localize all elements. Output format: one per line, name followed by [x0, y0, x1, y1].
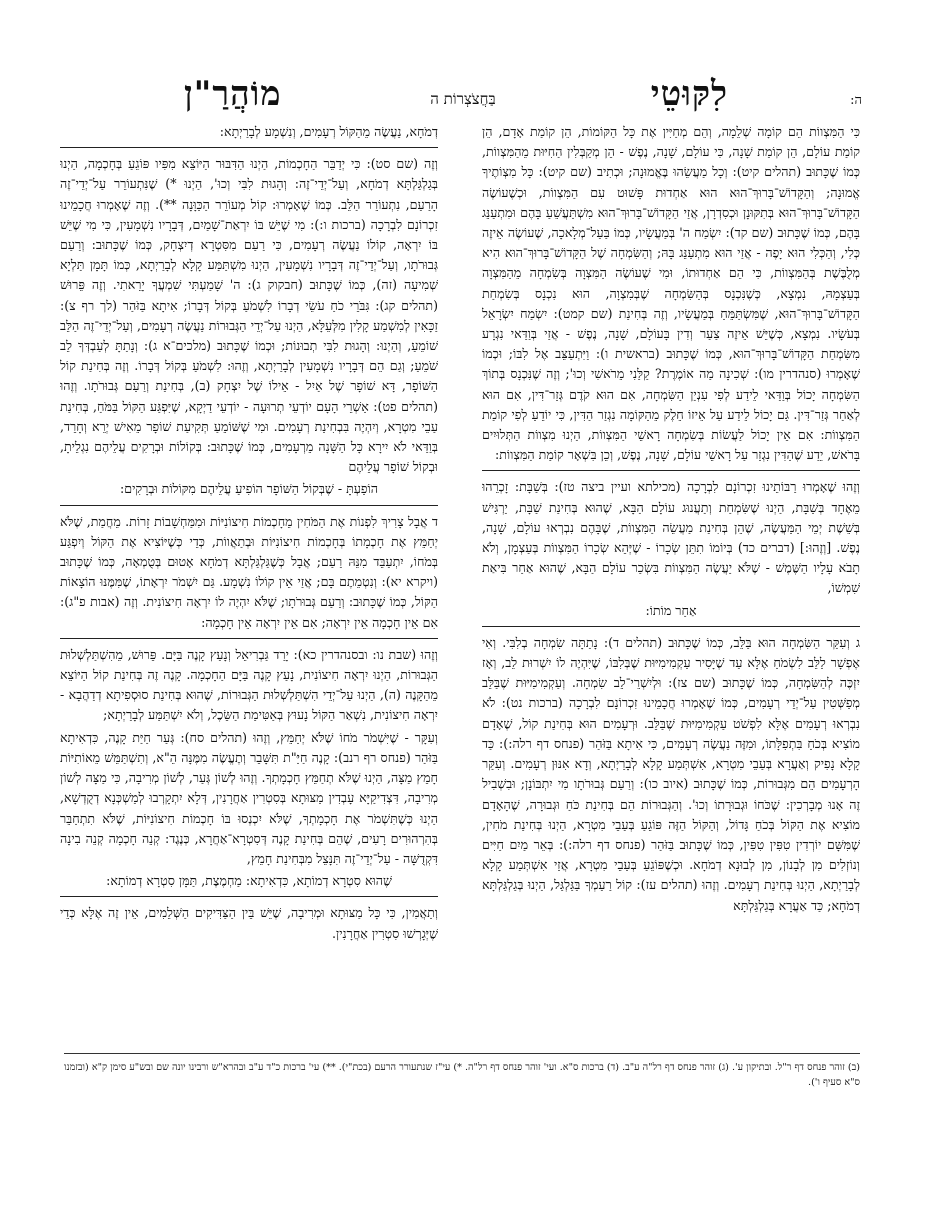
paragraph: וְזֶהוּ שֶׁאָמְרוּ רַבּוֹתֵינוּ זִכְרוֹנָם לִבְרָכָה (מכילתא ועיין ביצה טז): בְּשַׁבָּת: זָכְרֵהוּ מֵאֶחָד בְּשַׁבָּת, הַיְנוּ שֶׁשִּׂמְחַת וְתַעֲנוּג עוֹלָם הַבָּא, שֶׁהוּא בְּחִינַת שַׁבָּת, יַרְגִּישׁ בְּשֵׁשֶׁת יְמֵי הַמַּעֲשֶׂה, שֶׁהֵן בְּחִינַת מַעֲשֵׂה הַמִּצְווֹת, שֶׁבָּהֶם נִבְרְאוּ עוֹלָם, שָׁנָה, נֶפֶשׁ. [וְזֶהוּ:] (דברים כד) בְּיוֹמוֹ תִתֵּן שְׂכָרוֹ - שֶׁיְּהֵא שְׂכָרוֹ הַמִּצְווֹת בְּעַצְמָן, וְלֹא תָבֹא עָלָיו הַשֶּׁמֶשׁ - שֶׁלֹּא יַעֲשֶׂה הַמִּצְווֹת בִּשְׂכַר עוֹלָם הַבָּא, שֶׁהוּא אַחַר בִּיאַת שִׁמְשׁוֹ,	[482, 479, 860, 596]
divider	[482, 470, 860, 471]
paragraph: כִּי הַמִּצְווֹת הֵם קוֹמָה שְׁלֵמָה, וְהֵם מְחַיִּין אֶת כָּל הַקּוֹמוֹת, הֵן קוֹמַת אָדָם, הֵן קוֹמַת עוֹלָם, הֵן קוֹמַת שָׁנָה, כִּי עוֹלָם, שָׁנָה, נֶפֶשׁ - הֵן מְקַבְּלִין הַחִיּוּת מֵהַמִּצְווֹת, כְּמוֹ שֶׁכָּתוּב (תהלים קיט): וְכָל מַעֲשֵׂהוּ בֶּאֱמוּנָה; וּכְתִיב (שם קיט): כָּל מִצְוֹתֶיךָ אֱמוּנָה; וְהַקָּדוֹשׁ־בָּרוּךְ־הוּא הוּא אַחְדוּת פָּשׁוּט עִם הַמִּצְווֹת, וּכְשֶׁעוֹשֶׂה הַקָּדוֹשׁ־בָּרוּךְ־הוּא בְּתִקּוּנָן וּכְסִדְרָן, אֲזַי הַקָּדוֹשׁ־בָּרוּךְ־הוּא מִשְׁתַּעֲשֵׁעַ בָּהֶם וּמִתְעַנֵּג בָּהֶם, כְּמוֹ שֶׁכָּתוּב (שם קד): יִשְׂמַח ה' בְּמַעֲשָׂיו, כְּמוֹ בַּעַל־מְלָאכָה, שֶׁעוֹשֶׂה אֵיזֶה כְּלִי, וְהַכְּלִי הוּא יָפֶה - אֲזַי הוּא מִתְעַנֵּג בָּהּ; וְהַשִּׂמְחָה שֶׁל הַקָּדוֹשׁ־בָּרוּךְ־הוּא הִיא מְלֻבֶּשֶׁת בְּהַמִּצְווֹת, כִּי הֵם אַחְדוּתוֹ, וּמִי שֶׁעוֹשֶׂה הַמִּצְוָה בְּשִׂמְחָה מֵהַמִּצְוָה בְּעַצְמָהּ, נִמְצָא, כְּשֶׁנִּכְנָס בְּהַשִּׂמְחָה שֶׁבְּמִצְוָה, הוּא נִכְנָס בְּשִׂמְחַת הַקָּדוֹשׁ־בָּרוּךְ־הוּא, שֶׁמִּשְׂתַּמֵּחַ בְּמַעֲשָׂיו, וְזֶה בְּחִינַת (שם קמט): יִשְׂמַח יִשְׂרָאֵל בְּעֹשָׂיו. נִמְצָא, כְּשֶׁיֵּשׁ אֵיזֶה צַעַר וְדִין בָּעוֹלָם, שָׁנָה, נֶפֶשׁ - אֲזַי בְּוַדַּאי נִגְרָע מִשִּׂמְחַת הַקָּדוֹשׁ־בָּרוּךְ־הוּא, כְּמוֹ שֶׁכָּתוּב (בראשית ו): וַיִּתְעַצֵּב אֶל לִבּוֹ; וּכְמוֹ שֶׁאָמְרוּ (סנהדרין מו): שְׁכִינָה מַה אוֹמֶרֶת? קַלַּנִי מֵרֹאשִׁי וְכוּ'; וְזֶה שֶׁנִּכְנָס בְּתוֹךְ הַשִּׂמְחָה יָכוֹל בְּוַדַּאי לֵידַע לְפִי עִנְיַן הַשִּׂמְחָה, אִם הוּא קֹדֶם גְּזַר־דִּין, אִם הוּא לְאַחַר גְּזַר־דִּין. גַּם יָכוֹל לֵידַע עַל אֵיזוֹ חֵלֶק מֵהַקּוֹמָה נִגְזַר הַדִּין, כִּי יוֹדֵעַ לְפִי קוֹמַת הַמִּצְווֹת: אִם אֵין יָכוֹל לַעֲשׂוֹת בְּשִׂמְחָה רָאשֵׁי הַמִּצְווֹת, הַיְנוּ מִצְווֹת הַתְּלוּיִים בָּרֹאשׁ, יֵדַע שֶׁהַדִּין נִגְזַר עַל רָאשֵׁי עוֹלָם, שָׁנָה, נֶפֶשׁ, וְכֵן בִּשְׁאָר קוֹמַת הַמִּצְווֹת:	[482, 124, 860, 463]
divider	[60, 147, 438, 148]
left-text-column	[60, 122, 438, 1042]
paragraph: וְזֶה (שם סט): כִּי יְדַבֵּר הַחָכְמוֹת, הַיְנוּ הַדִּבּוּר הַיּוֹצֵא מִפִּיו פּוֹגֵעַ בְּחָכְמָה, הַיְנוּ בְּגַלְגַּלְתָּא דְמֹחָא, וְעַל־יְדֵי־זֶה: וְהָגוּת לִבִּי וְכוּ', הַיְנוּ *) שֶׁנִּתְעוֹרֵר עַל־יְדֵי־זֶה הָרַעַם, נִתְעוֹרֵר הַלֵּב. כְּמוֹ שֶׁאָמְרוּ: קוֹל מְעוֹרֵר הַכַּוָּנָה **). וְזֶה שֶׁאָמְרוּ חֲכָמֵינוּ זִכְרוֹנָם לִבְרָכָה (ברכות ו:): מִי שֶׁיֵּשׁ בּוֹ יִרְאַת־שָׁמַיִם, דְּבָרָיו נִשְׁמָעִין, כִּי מִי שֶׁיֵּשׁ בּוֹ יִרְאָה, קוֹלוֹ נַעֲשֶׂה רְעָמִים, כִּי רַעַם מִסִּטְרָא דְיִצְחָק, כְּמוֹ שֶׁכָּתוּב: וְרַעַם גְּבוּרֹתָו, וְעַל־יְדֵי־זֶה דְּבָרָיו נִשְׁמָעִין, הַיְנוּ מִשְׁתַּמַּע קָלָא לְבָרַיְתָא, כְּמוֹ תָּמָן תַּלְיָא שְׁמִיעָה (זה), כְּמוֹ שֶׁכָּתוּב (חבקוק ג): ה' שָׁמַעְתִּי שִׁמְעֲךָ יָרֵאתִי. וְזֶה פֵּרוּשׁ (תהלים קג): גִּבֹּרֵי כֹחַ עֹשֵׂי דְבָרוֹ לִשְׁמֹעַ בְּקוֹל דְּבָרוֹ; אִיתָא בַּזֹּהַר (לך רף צ): זַכָּאִין לְמִשְׁמַע קָלִין מִלְּעֵלָּא, הַיְנוּ עַל־יְדֵי הַגְּבוּרוֹת נַעֲשֶׂה רְעָמִים, וְעַל־יְדֵי־זֶה הַלֵּב שׁוֹמֵעַ, וְהַיְנוּ: וְהָגוּת לִבִּי תְבוּנוֹת; וּכְמוֹ שֶׁכָּתוּב (מלכים־א ג): וְנָתַתָּ לְעַבְדְּךָ לֵב שֹׁמֵעַ; וְגַם הֵם דְּבָרָיו נִשְׁמָעִין לְבָרַיְתָא, וְזֶהוּ: לִשְׁמֹעַ בְּקוֹל דְּבָרוֹ. וְזֶה בְּחִינַת קוֹל הַשּׁוֹפָר, דָּא שׁוֹפָר שֶׁל אַיִל - אֵילוֹ שֶׁל יִצְחָק (ב), בְּחִינַת וְרַעַם גְּבוּרֹתָו. וְזֶהוּ (תהלים פט): אַשְׁרֵי הָעָם יוֹדְעֵי תְרוּעָה - יוֹדְעֵי דַיְקָא, שֶׁיִּפְגַּע הַקּוֹל בַּמֹּחַ, בְּחִינַת עַבֵי מִטְרָא, וְיִהְיֶה בִּבְחִינַת רְעָמִים. וּמִי שֶׁשּׁוֹמֵעַ תְּקִיעַת שׁוֹפָר מֵאִישׁ יְרֵא וְחָרֵד, בְּוַדַּאי לֹא יִירָא כָּל הַשָּׁנָה מֵרְעָמִים, כְּמוֹ שֶׁכָּתוּב: בְּקוֹלוֹת וּבְרָקִים עֲלֵיהֶם נִגְלֵיתָ, וּבְקוֹל שׁוֹפָר עֲלֵיהֶם	[60, 156, 438, 475]
paragraph: וְעִקָּר - שֶׁיִּשְׁמֹר מֹחוֹ שֶׁלֹּא יְחַמֵּץ, וְזֶהוּ (תהלים סח): גְּעַר חַיַּת קָנֶה, כִּדְאִיתָא בַּזֹּהַר (פנחס רף רנב): קָנֶה חַיַּ"ת תִּשָּׁבֵר וְתֶעֱשֶׂה מִמֶּנָּה הֵ"א, וְתִשְׁתַּמֵּשׁ מֵאוֹתִיּוֹת חָמֵץ מַצָּה, הַיְנוּ שֶׁלֹּא תְחַמֵּץ חָכְמָתְךָ. וְזֶהוּ לְשׁוֹן גְּעַר, לְשׁוֹן מְרִיבָה, כִּי מַצָּה לְשׁוֹן מְרִיבָה, דִּצְדִיקַיָּא עָבְדִין מַצּוּתָא בְּסִטְרִין אַחֲרָנִין, דְּלָא יִתְקָרְבוּ לְמַשְׁכְּנָא דְקֻדְשָׁא, הַיְנוּ כְּשֶׁתִּשְׁמֹר אֶת חָכְמָתְךָ, שֶׁלֹּא יִכְנְסוּ בּוֹ חָכְמוֹת חִיצוֹנִיּוֹת, שֶׁלֹּא תִתְחַבֵּר בְּהִרְהוּרִים רָעִים, שֶׁהֵם בְּחִינַת קָנֶה דְּסִטְרָא־אַחֲרָא, כְּנֶגֶד: קְנֵה חָכְמָה קְנֵה בִינָה דִּקְדֻשָּׁה - עַל־יְדֵי־זֶה תִּנָּצֵל מִבְּחִינַת חָמֵץ,	[60, 729, 438, 866]
section-subtitle: בַּחֲצֹצְרוֹת ה	[430, 90, 496, 108]
page-number: ה:	[850, 93, 862, 108]
footnote-rule	[64, 1053, 860, 1054]
paragraph: וְתַאֲמִין, כִּי כָּל מַצּוּתָא וּמְרִיבָה, שֶׁיֵּשׁ בֵּין הַצַּדִּיקִים הַשְּׁלֵמִים, אֵין זֶה אֶלָּא כְּדֵי שֶׁיְּגָרְשׁוּ סִטְרִין אַחֲרָנִין.	[60, 905, 438, 941]
paragraph: וְזֶהוּ (שבת נו: ובסנהדרין כא): יָרַד גַּבְרִיאֵל וְנָעַץ קָנֶה בַּיָּם. פֵּרוּשׁ, מֵהִשְׁתַּלְשְׁלוּת הַגְּבוּרוֹת, הַיְנוּ יִרְאָה חִיצוֹנִית, נָעַץ קָנֶה בַּיָּם הַחָכְמָה. קָנֶה זֶה בְּחִינַת קוֹל הַיּוֹצֵא מֵהַקָּנֶה (ה), הַיְנוּ עַל־יְדֵי הִשְׁתַּלְשְׁלוּת הַגְּבוּרוֹת, שֶׁהוּא בְּחִינַת סוּסְפִיתָא דְדַהֲבָא - יִרְאָה חִיצוֹנִית, נִשְׁאַר הַקּוֹל נָעוּץ בְּאַטִּימַת הַשֵּׂכֶל, וְלֹא יִשְׁתַּמַּע לְבָרַיְתָא;	[60, 646, 438, 723]
paragraph-closing: הוֹפַעְתָּ - שֶׁבְּקוֹל הַשּׁוֹפָר הוֹפִיעַ עֲלֵיהֶם מִקּוֹלוֹת וּבְרָקִים:	[120, 481, 378, 497]
paragraph-closing: שֶׁהוּא סִטְרָא דְמוֹתָא, כִּדְאִיתָא: מַחְמֶצֶת, תַּמָּן סִטְרָא דְמוֹתָא:	[106, 873, 392, 889]
paragraph: דְמֹחָא, נַעֲשֶׂה מֵהַקּוֹל רְעָמִים, וְנִשְׁמָע לְבָרַיְתָא:	[219, 124, 438, 139]
divider	[60, 505, 438, 506]
paragraph-closing: אַחַר מוֹתוֹ:	[645, 602, 697, 618]
divider	[60, 638, 438, 639]
divider	[482, 626, 860, 627]
footnotes: (ב) זוהר פנחס דף ר"ל. ובתיקון ע'. (ג) זוהר פנחס דף רל"ה ע"ב. (ד) ברכות ס"א. ועי' זוהר פנחס דף רל"ה. *) עי"ז שנתעורר הרעם (בכת"י). **) עי' ברכות כ"ד ע"ב ובהרא"ש ורבינו יונה שם ובש"ע סימן ק"א (ובזמנו ס"א סעיף ו').	[64, 1062, 860, 1088]
paragraph: ג וְעִקַּר הַשִּׂמְחָה הוּא בַּלֵּב, כְּמוֹ שֶׁכָּתוּב (תהלים ד): נָתַתָּה שִׂמְחָה בְלִבִּי. וְאִי אֶפְשָׁר לַלֵּב לִשְׂמֹחַ אֶלָּא עַד שֶׁיָּסִיר עַקְמִימִיּוּת שֶׁבְּלִבּוֹ, שֶׁיִּהְיֶה לוֹ יִשְׁרוּת לֵב, וְאָז יִזְכֶּה לְהַשִּׂמְחָה, כְּמוֹ שֶׁכָּתוּב (שם צז): וּלְיִשְׁרֵי־לֵב שִׂמְחָה. וְעַקְמִימִיּוּת שֶׁבַּלֵּב מְפַשְּׁטִין עַל־יְדֵי רְעָמִים, כְּמוֹ שֶׁאָמְרוּ חֲכָמֵינוּ זִכְרוֹנָם לִבְרָכָה (ברכות נט): לֹא נִבְרְאוּ רְעָמִים אֶלָּא לִפְשֹׁט עַקְמִימִיּוּת שֶׁבַּלֵּב. וּרְעָמִים הוּא בְּחִינַת קוֹל, שֶׁאָדָם מוֹצִיא בְּכֹחַ בִּתְפִלָּתוֹ, וּמִזֶּה נַעֲשֶׂה רְעָמִים, כִּי אִיתָא בַּזֹּהַר (פנחס דף רלה:): כַּד קָלָא נָפִיק וְאַעֲרָא בְּעַבֵי מִטְרָא, אִשְׁתְּמַע קָלָא לְבָרַיְתָא, וְדָא אִנּוּן רְעָמִים. וְעִקַּר הָרְעָמִים הֵם מִגְּבוּרוֹת, כְּמוֹ שֶׁכָּתוּב (איוב כו): וְרַעַם גְּבוּרֹתָו מִי יִתְבּוֹנָן; וּבִשְׁבִיל זֶה אָנוּ מְבָרְכִין: שֶׁכֹּחוֹ וּגְבוּרָתוֹ וְכוּ'. וְהַגְּבוּרוֹת הֵם בְּחִינַת כֹּחַ וּגְבוּרָה, שֶׁהָאָדָם מוֹצִיא אֶת הַקּוֹל בְּכֹחַ גָּדוֹל, וְהַקּוֹל הַזֶּה פּוֹגֵעַ בְּעַבֵי מִטְרָא, הַיְנוּ בְּחִינַת מֹחִין, שֶׁמִּשָּׁם יוֹרְדִין טִפִּין טִפִּין, כְּמוֹ שֶׁכָּתוּב בַּזֹּהַר (פנחס דף רלה:): בְּאֵר מַיִם חַיִּים וְנוֹזְלִים מִן לְבָנוֹן, מִן לְבוּנָא דְמֹחָא. וּכְשֶׁפּוֹגֵעַ בְּעַבֵי מִטְרָא, אֲזַי אִשְׁתְּמַע קָלָא לְבָרַיְתָא, הַיְנוּ בְּחִינַת רְעָמִים. וְזֶהוּ (תהלים עז): קוֹל רַעַמְךָ בַּגַּלְגַּל, הַיְנוּ בְּגַלְגַּלְתָּא דְמֹחָא; כַּד אַעֲרָא בְּגַלְגַּלְתָּא	[482, 634, 860, 913]
book-title-left: מוֹהֲרַ"ן	[184, 74, 282, 114]
divider	[60, 896, 438, 897]
paragraph: ד אֲבָל צָרִיךְ לִפְנוֹת אֶת הַמֹּחִין מֵחָכְמוֹת חִיצוֹנִיּוֹת וּמִמַּחְשָׁבוֹת זָרוֹת. מֵחֲמַת, שֶׁלֹּא יְחַמֵּץ אֶת חָכְמָתוֹ בְּחָכְמוֹת חִיצוֹנִיּוֹת וּבְתַאֲווֹת, כְּדֵי כְּשֶׁיּוֹצִיא אֶת הַקּוֹל וְיִפְגַּע בְּמֹחוֹ, יִתְעַבֵּד מִנֵּהּ רַעַם; אֲבָל כְּשֶׁגַּלְגַּלְתָּא דְמֹחָא אָטוּם בְּטֻמְאָה, כְּמוֹ שֶׁכָּתוּב (ויקרא יא): וְנִטְמֵתֶם בָּם; אֲזַי אֵין קוֹלוֹ נִשְׁמָע. גַּם יִשְׁמֹר יִרְאָתוֹ, שֶׁמִּמֶּנּוּ הוֹצָאוֹת הַקּוֹל, כְּמוֹ שֶׁכָּתוּב: וְרַעַם גְּבוּרֹתָו; שֶׁלֹּא יִהְיֶה לוֹ יִרְאָה חִיצוֹנִית. וְזֶה (אבות פ"ג): אִם אֵין חָכְמָה אֵין יִרְאָה; אִם אֵין יִרְאָה אֵין חָכְמָה:	[60, 513, 438, 630]
right-text-column	[482, 122, 860, 1042]
book-title-right: לִקּוּטֵי	[650, 74, 728, 114]
